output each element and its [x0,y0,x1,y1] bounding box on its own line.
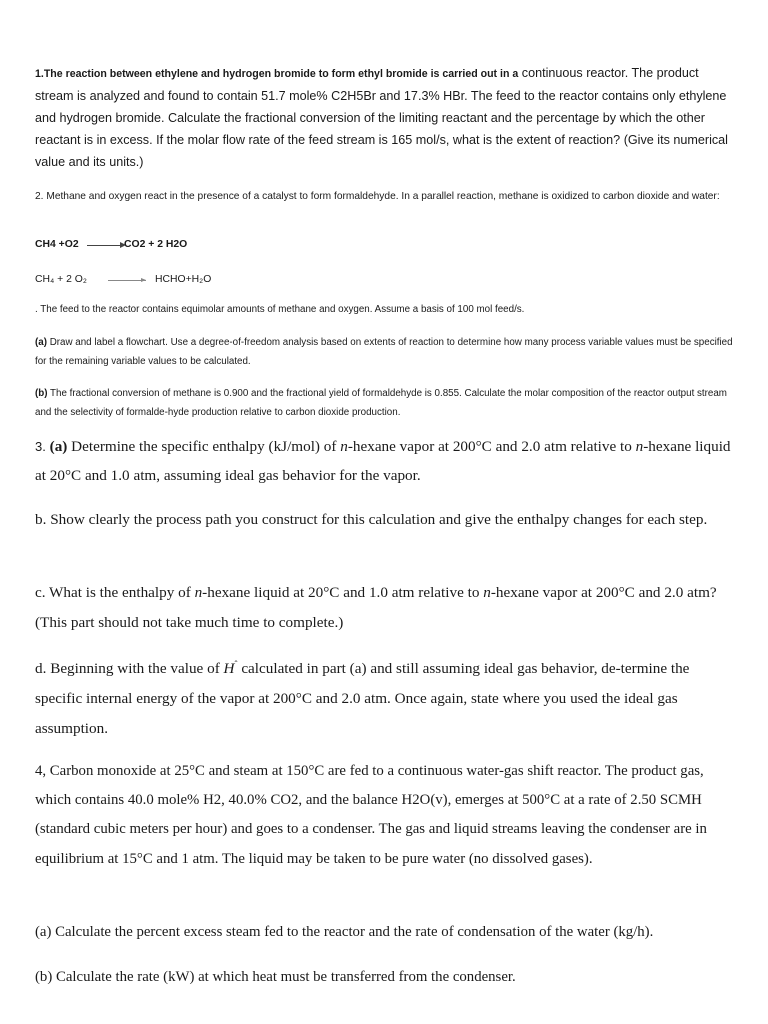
reaction-1-reactants: CH4 +O2 [35,239,79,250]
question-2-part-b [35,384,735,422]
question-3-part-b: b. Show clearly the process path you construct for this calculation and give the enthalpy changes for each step. [35,511,708,528]
question-1-body: continuous reactor. The product stream is analyzed and found to contain 51.7 mole% C2H5Br and 17.3% HBr. The feed to the reactor contains only ethylene and hydrogen bromide. Calculate the fractional conversion of the limiting reactant and the percentage by which the other reactant is in excess. If the molar flow rate of the feed stream is 165 mol/s, what is the extent of reaction? (Give its numerical value and its units.) [35,66,728,169]
question-1 [35,62,735,173]
text-run: -hexane liquid at 20°C and 1.0 atm relative to [202,584,484,601]
question-3-part-d [35,654,735,744]
hat-accent: ˆ [234,659,238,669]
reaction-1-products: CO2 + 2 H2O [124,239,188,250]
question-2-part-a [35,333,735,371]
italic-n: n [483,584,491,601]
reaction-2-products: HCHO+H₂O [155,274,212,285]
text-run: d. Beginning with the value of [35,660,224,677]
question-2-basis: . The feed to the reactor contains equimolar amounts of methane and oxygen. Assume a basis of 100 mol feed/s. [35,304,525,315]
reaction-2 [35,271,735,289]
question-1-lead: 1.The reaction between ethylene and hydrogen bromide to form ethyl bromide is carried out in a [35,68,519,80]
part-label: (a) [45,438,68,455]
question-3-part-a [35,432,735,490]
reaction-1 [35,236,735,254]
question-4-part-a: (a) Calculate the percent excess steam fed to the reactor and the rate of condensation of the water (kg/h). [35,924,654,940]
question-4-part-b: (b) Calculate the rate (kW) at which heat must be transferred from the condenser. [35,969,516,985]
part-text: Draw and label a flowchart. Use a degree-of-freedom analysis based on extents of reaction to determine how many process variable values must be specified for the remaining variable values to be calculated. [35,337,733,367]
reaction-arrow-icon [87,245,123,246]
italic-n: n [635,438,644,455]
italic-n: n [194,584,203,601]
question-2-intro: 2. Methane and oxygen react in the presence of a catalyst to form formaldehyde. In a parallel reaction, methane is oxidized to carbon dioxide and water: [35,191,720,202]
text-run: c. What is the enthalpy of [35,584,195,601]
enthalpy-symbol: H [223,660,235,677]
text-run: calculated in part (a) and still assuming ideal gas behavior, de-termine the specific internal energy of the vapor at 200°C and 2.0 atm. Once again, state where you used the ideal gas assumption. [35,660,690,737]
question-4: 4, Carbon monoxide at 25°C and steam at 150°C are fed to a continuous water-gas shift reactor. The product gas, which contains 40.0 mole% H2, 40.0% CO2, and the balance H2O(v), emerges at 500°C at a rate of 2.50 SCMH (standard cubic meters per hour) and goes to a condenser. The gas and liquid streams leaving the condenser are in equilibrium at 15°C and 1 atm. The liquid may be taken to be pure water (no dissolved gases). [35,763,707,867]
part-text: The fractional conversion of methane is 0.900 and the fractional yield of formaldehyde is 0.855. Calculate the molar composition of the reactor output stream and the selectivity of formalde-hyde production relative to carbon dioxide production. [35,388,727,418]
question-number: 3. [35,439,46,454]
italic-n: n [340,438,348,455]
text-run: Determine the specific enthalpy (kJ/mol) of [67,438,341,455]
part-label: (b) [35,388,48,399]
text-run: -hexane vapor at 200°C and 2.0 atm? (This part should not take much time to complete.) [35,584,717,631]
text-run: -hexane vapor at 200°C and 2.0 atm relative to [347,438,636,455]
reaction-arrow-icon [108,280,146,281]
text-run: -hexane liquid at 20°C and 1.0 atm, assuming ideal gas behavior for the vapor. [35,438,731,484]
question-3-part-c [35,578,735,638]
part-label: (a) [35,337,47,348]
reaction-2-reactants: CH₄ + 2 O₂ [35,274,87,285]
